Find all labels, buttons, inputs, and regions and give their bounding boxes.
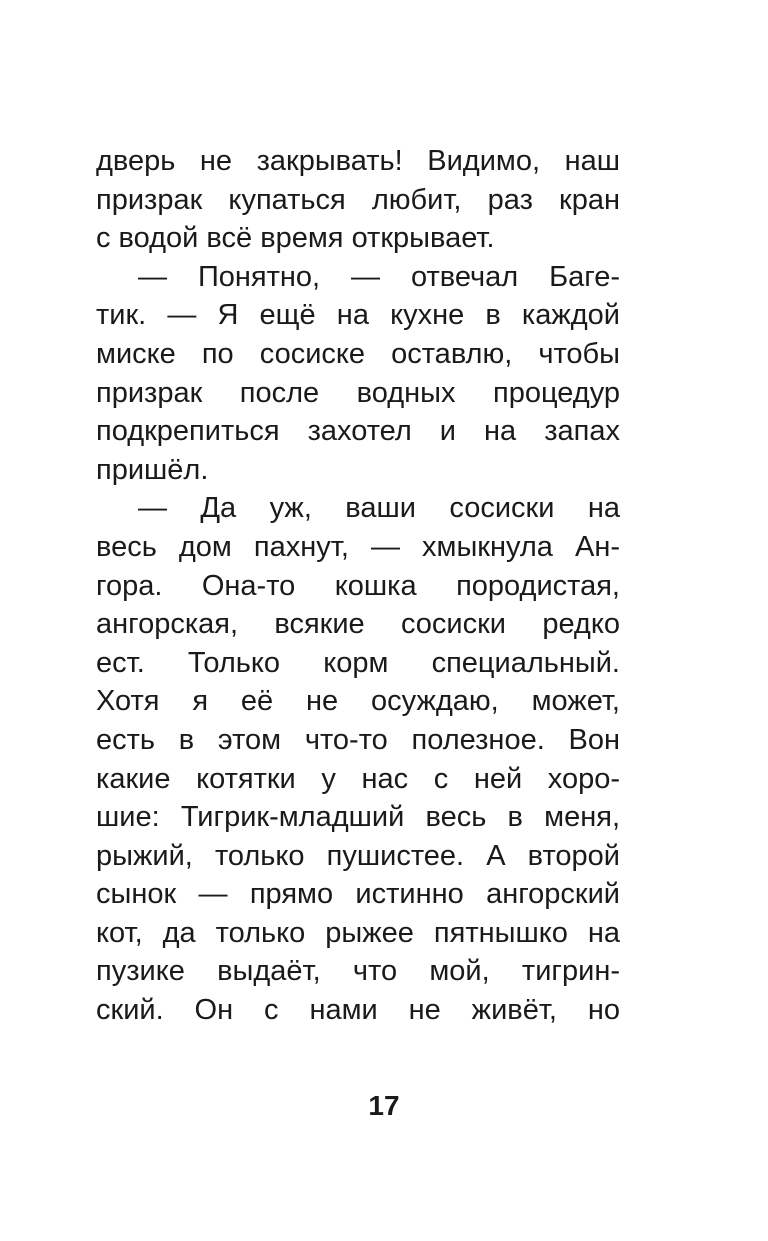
text-line: Хотя я её не осуждаю, может, <box>96 685 620 718</box>
text-line: призрак после водных процедур <box>96 376 620 409</box>
text-line: с водой всё время открывает. <box>96 222 495 255</box>
text-line: дверь не закрывать! Видимо, наш <box>96 145 620 177</box>
text-line: пузике выдаёт, что мой, тигрин- <box>96 955 620 988</box>
text-line: ест. Только корм специальный. <box>96 646 620 679</box>
text-line: подкрепиться захотел и на запах <box>96 415 620 448</box>
text-line: — Да уж, ваши сосиски на <box>138 492 620 525</box>
text-line: пришёл. <box>96 453 209 486</box>
text-line: ангорская, всякие сосиски редко <box>96 608 620 641</box>
text-line: шие: Тигрик-младший весь в меня, <box>96 801 620 834</box>
text-line: какие котятки у нас с ней хоро- <box>96 762 620 795</box>
body-text <box>96 142 620 1030</box>
text-line: тик. — Я ещё на кухне в каждой <box>96 299 620 332</box>
text-line: весь дом пахнут, — хмыкнула Ан- <box>96 530 620 563</box>
text-line: гора. Она-то кошка породистая, <box>96 569 620 602</box>
page-number: 17 <box>368 1090 400 1121</box>
text-line: призрак купаться любит, раз кран <box>96 183 620 216</box>
text-line: — Понятно, — отвечал Баге- <box>138 260 620 293</box>
text-line: кот, да только рыжее пятнышко на <box>96 916 620 949</box>
text-line: рыжий, только пушистее. А второй <box>96 839 620 872</box>
text-line: есть в этом что-то полезное. Вон <box>96 723 620 756</box>
text-line: сынок — прямо истинно ангорский <box>96 878 620 911</box>
text-line: миске по сосиске оставлю, чтобы <box>96 337 620 370</box>
text-line: ский. Он с нами не живёт, но <box>96 994 620 1027</box>
